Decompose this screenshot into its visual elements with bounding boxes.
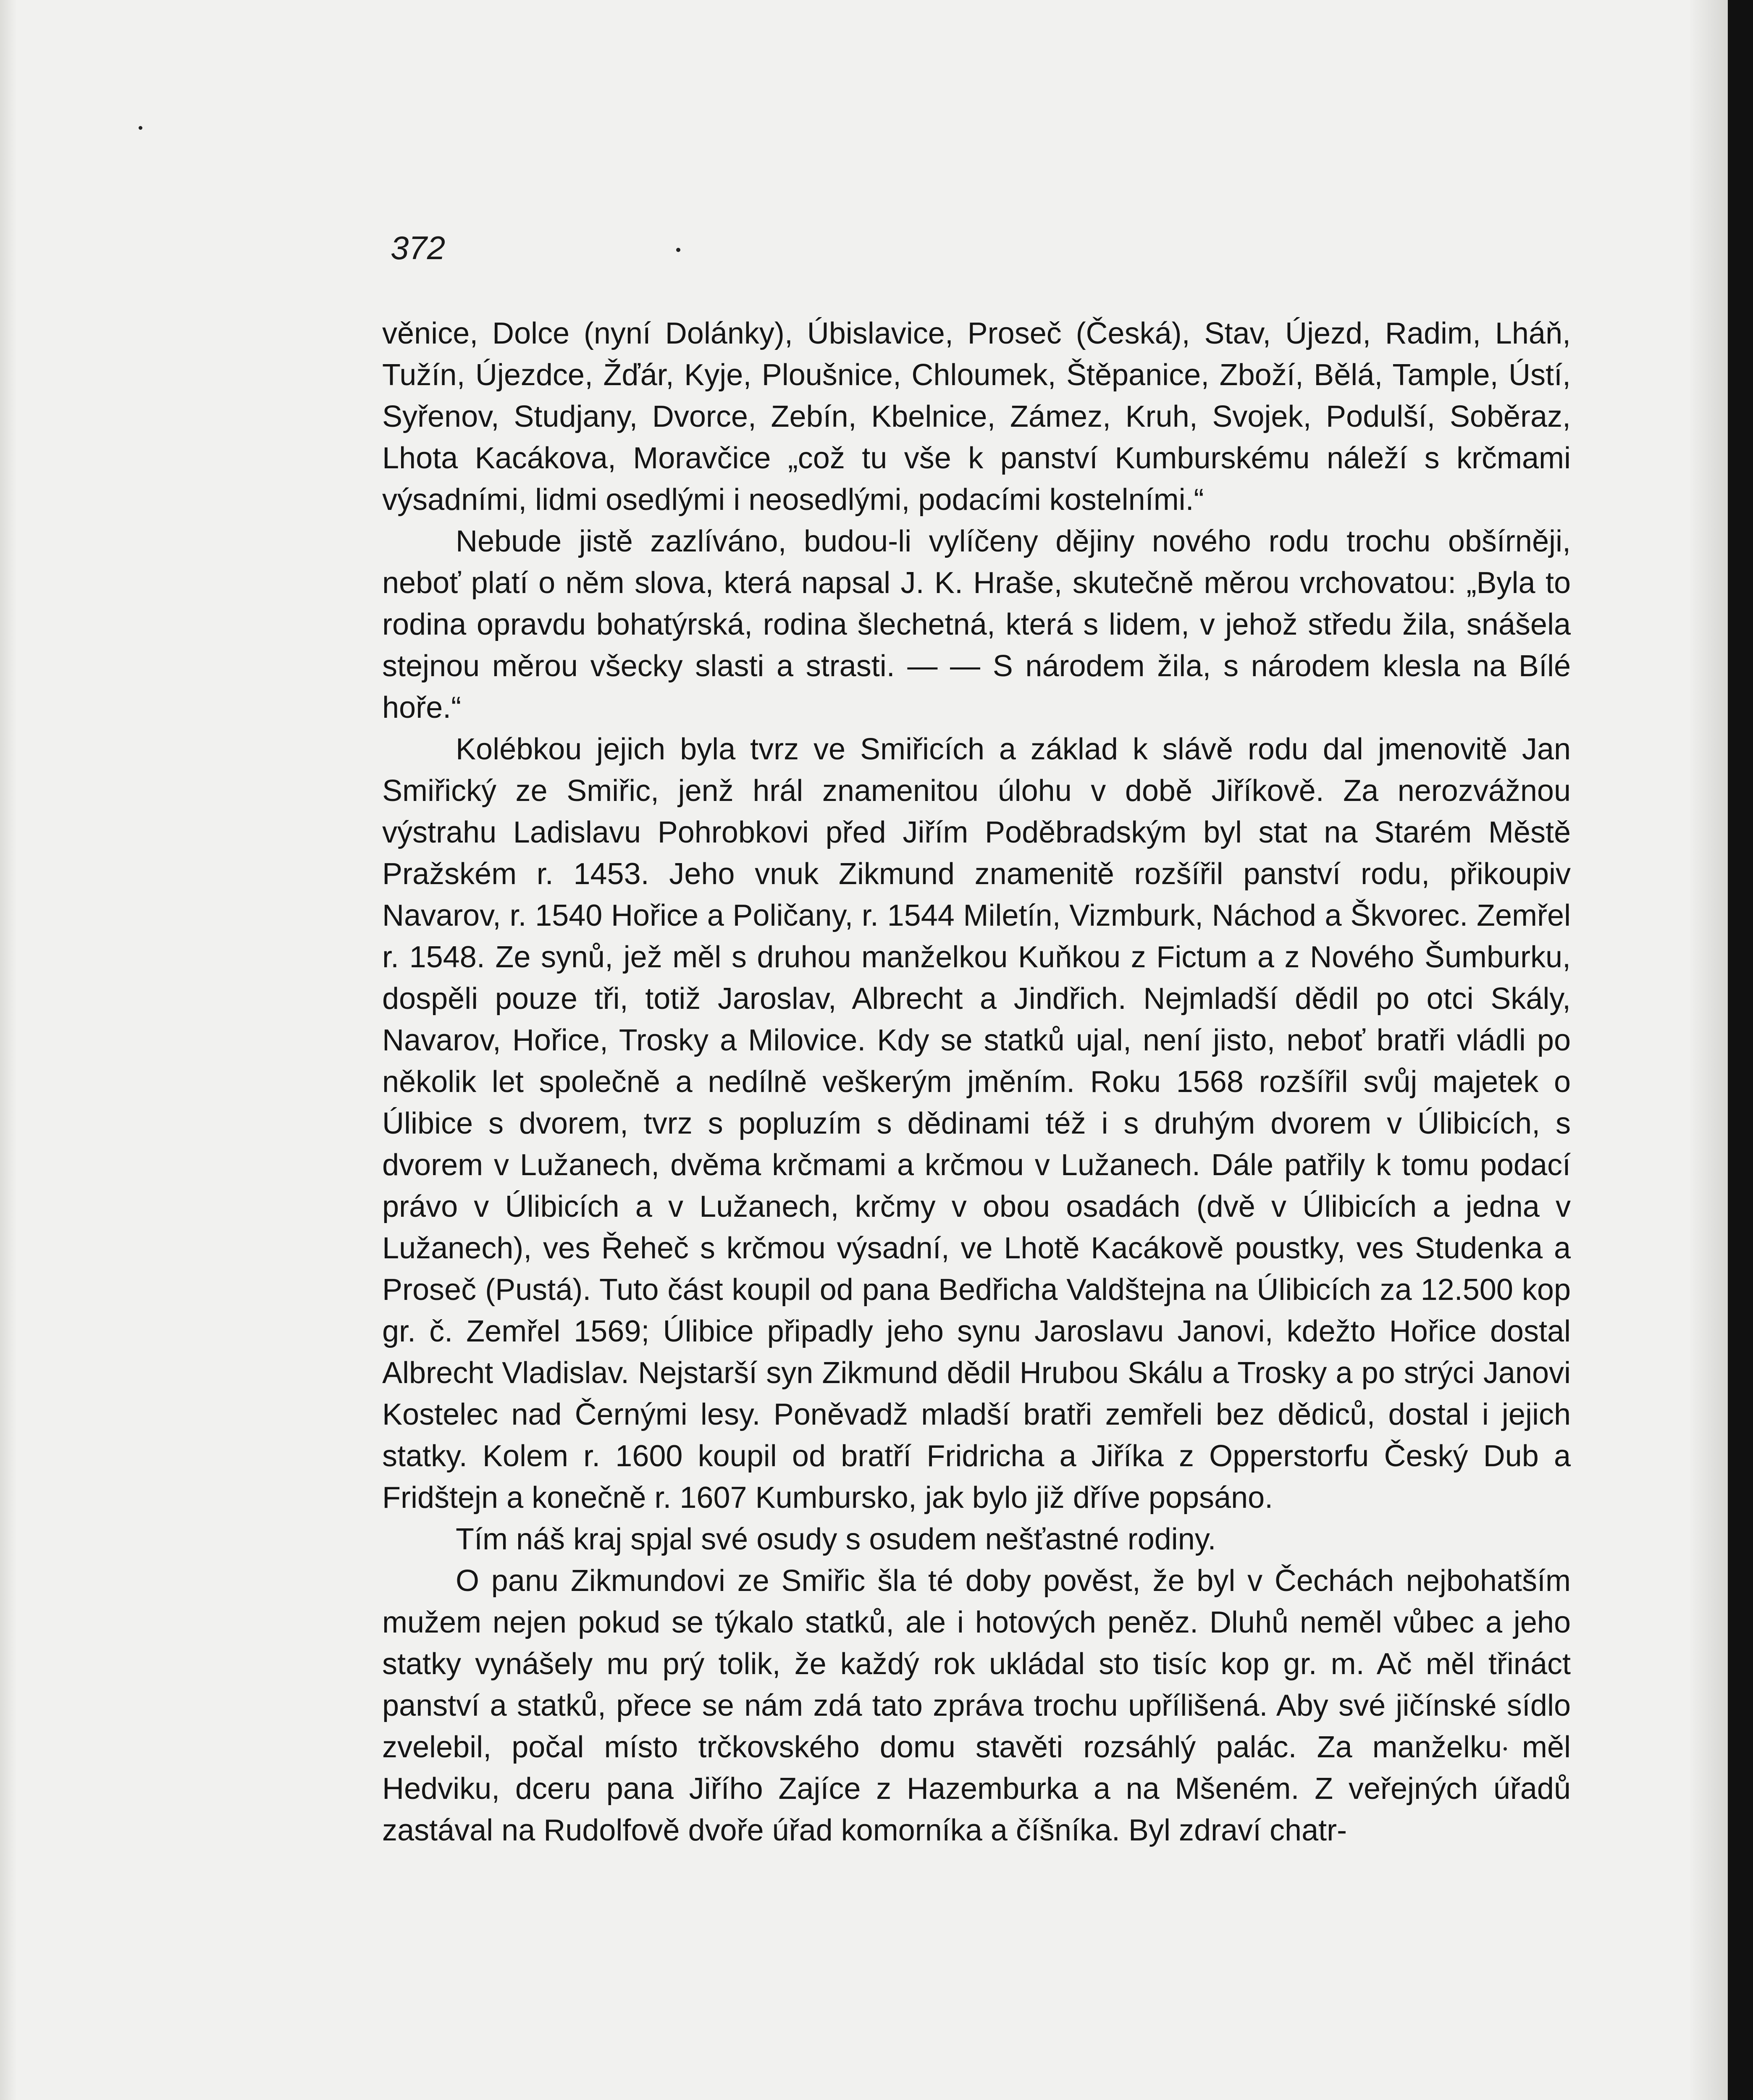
paragraph: Tím náš kraj spjal své osudy s osudem nešťastné rodiny.: [456, 1522, 1216, 1556]
paragraph: O panu Zikmundovi ze Smiřic šla té doby pověst, že byl v Čechách nejbohatším mužem nejen pokud se týkalo statků, ale i hotových peněz. Dluhů neměl vůbec a jeho statky vynášely mu prý tolik, že každý rok ukládal sto tisíc kop gr. m. Ač měl třináct panství a statků, přece se nám zdá tato zpráva trochu upřílišená. Aby své jičínské sídlo zvelebil, počal místo trčkovského domu stavěti rozsáhlý palác. Za manželku měl Hedviku, dceru pana Jiřího Zajíce z Hazemburka a na Mšeném. Z veřejných úřadů zastával na Rudolfově dvoře úřad komorníka a číšníka. Byl zdraví chatr-: [382, 1564, 1571, 1847]
body-text: [382, 313, 1571, 1851]
page-number: 372: [391, 229, 446, 266]
paragraph: Kolébkou jejich byla tvrz ve Smiřicích a základ k slávě rodu dal jmenovitě Jan Smiřický ze Smiřic, jenž hrál znamenitou úlohu v době Jiříkově. Za nerozvážnou výstrahu Ladislavu Pohrobkovi před Jiřím Poděbradským byl stat na Starém Městě Pražském r. 1453. Jeho vnuk Zikmund znamenitě rozšířil panství rodu, přikoupiv Navarov, r. 1540 Hořice a Poličany, r. 1544 Miletín, Vizmburk, Náchod a Škvorec. Zemřel r. 1548. Ze synů, jež měl s druhou manželkou Kuňkou z Fictum a z Nového Šumburku, dospěli pouze tři, totiž Jaroslav, Albrecht a Jindřich. Nejmladší dědil po otci Skály, Navarov, Hořice, Trosky a Milovice. Kdy se statků ujal, není jisto, neboť bratři vládli po několik let společně a nedílně veškerým jměním. Roku 1568 rozšířil svůj majetek o Úlibice s dvorem, tvrz s popluzím s dědinami též i s druhým dvorem v Úlibicích, s dvorem v Lužanech, dvěma krčmami a krčmou v Lužanech. Dále patřily k tomu podací právo v Úlibicích a v Lužanech, krčmy v obou osadách (dvě v Úlibicích a jedna v Lužanech), ves Řeheč s krčmou výsadní, ve Lhotě Kacákově poustky, ves Studenka a Proseč (Pustá). Tuto část koupil od pana Bedřicha Valdštejna na Úlibicích za 12.500 kop gr. č. Zemřel 1569; Úlibice připadly jeho synu Jaroslavu Janovi, kdežto Hořice dostal Albrecht Vladislav. Nejstarší syn Zikmund dědil Hrubou Skálu a Trosky a po strýci Janovi Kostelec nad Černými lesy. Poněvadž mladší bratři zemřeli bez dědiců, dostal i jejich statky. Kolem r. 1600 koupil od bratří Fridricha a Jiříka z Opperstorfu Český Dub a Fridštejn a konečně r. 1607 Kumbursko, jak bylo již dříve popsáno.: [382, 732, 1571, 1515]
paragraph: Nebude jistě zazlíváno, budou-li vylíčeny dějiny nového rodu trochu obšírněji, neboť platí o něm slova, která napsal J. K. Hraše, skutečně měrou vrchovatou: „Byla to rodina opravdu bohatýrská, rodina šlechetná, která s lidem, v jehož středu žila, snášela stejnou měrou všecky slasti a strasti. — — S národem žila, s národem klesla na Bílé hoře.“: [382, 525, 1571, 724]
scan-speck: [139, 126, 142, 130]
page-right-shadow: [1690, 0, 1728, 2100]
scan-speck: [676, 248, 680, 252]
page-right-edge: [1728, 0, 1753, 2100]
page-left-edge: [0, 0, 17, 2100]
paragraph: věnice, Dolce (nyní Dolánky), Úbislavice, Proseč (Česká), Stav, Újezd, Radim, Lháň, Tužín, Újezdce, Žďár, Kyje, Ploušnice, Chloumek, Štěpanice, Zboží, Bělá, Tample, Ústí, Syřenov, Studjany, Dvorce, Zebín, Kbelnice, Zámez, Kruh, Svojek, Podulší, Soběraz, Lhota Kacákova, Moravčice „což tu vše k panství Kumburskému náleží s krčmami výsadními, lidmi osedlými i neosedlými, podacími kostelními.“: [382, 317, 1571, 517]
